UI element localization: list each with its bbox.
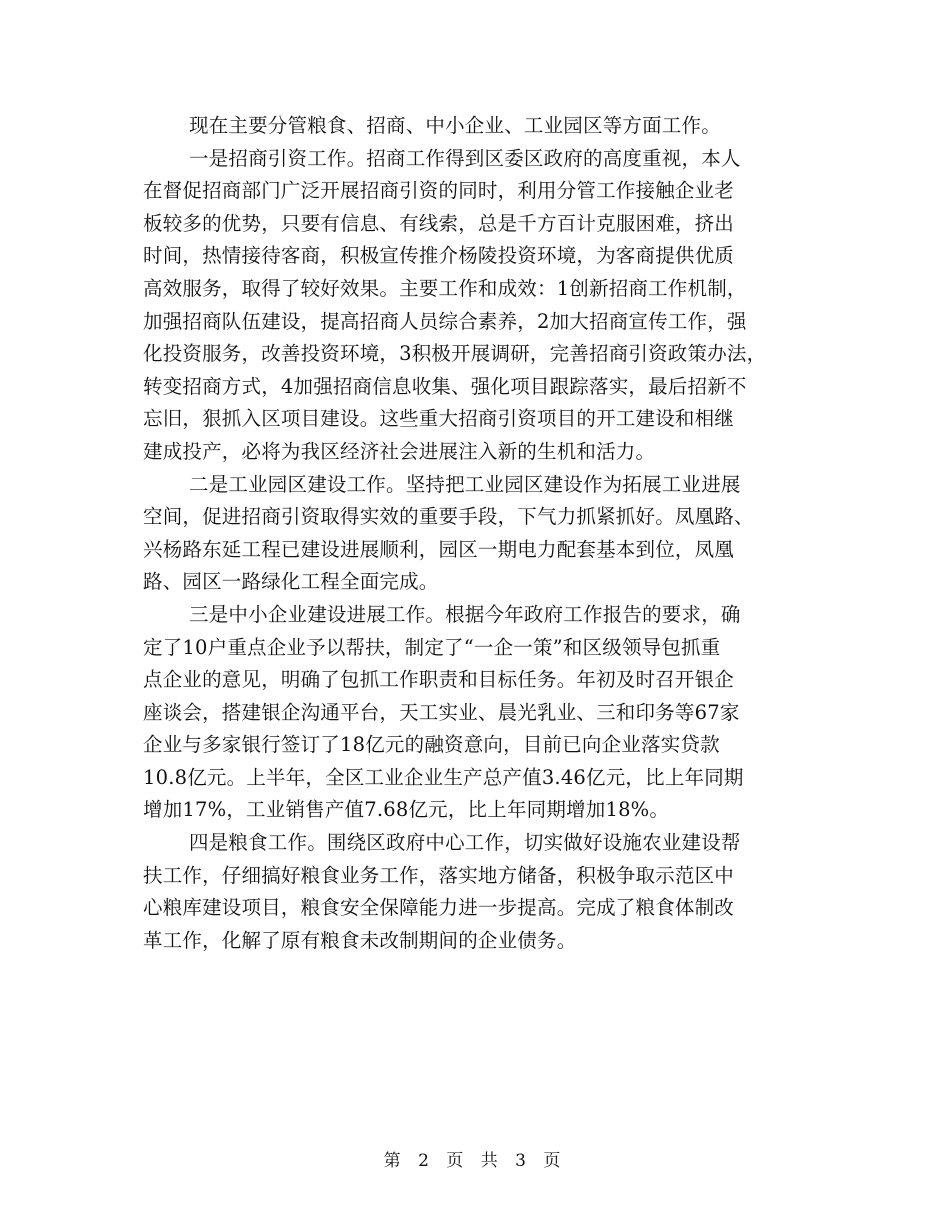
text-line: 忘旧，狠抓入区项目建设。这些重大招商引资项目的开工建设和相继 [143, 407, 735, 431]
text-line: 四是粮食工作。围绕区政府中心工作，切实做好设施农业建设帮 [189, 831, 741, 855]
text-line: 增加17%，工业销售产值7.68亿元，比上年同期增加18%。 [143, 798, 670, 822]
text-line: 心粮库建设项目，粮食安全保障能力进一步提高。完成了粮食体制改 [143, 896, 735, 920]
text-line: 建成投产，必将为我区经济社会进展注入新的生机和活力。 [143, 439, 656, 463]
text-line: 兴杨路东延工程已建设进展顺利，园区一期电力配套基本到位，凤凰 [143, 537, 735, 561]
text-line: 定了10户重点企业予以帮扶，制定了“一企一策”和区级领导包抓重 [143, 635, 721, 659]
text-line: 化投资服务，改善投资环境，3积极开展调研，完善招商引资政策办法， [143, 342, 767, 366]
text-line: 革工作，化解了原有粮食未改制期间的企业债务。 [143, 928, 577, 952]
text-line: 座谈会，搭建银企沟通平台，天工实业、晨光乳业、三和印务等67家 [143, 700, 740, 724]
text-line: 空间，促进招商引资取得实效的重要手段，下气力抓紧抓好。凤凰路、 [143, 505, 754, 529]
text-line: 加强招商队伍建设，提高招商人员综合素养，2加大招商宣传工作，强 [143, 309, 747, 333]
text-line: 一是招商引资工作。招商工作得到区委区政府的高度重视，本人 [189, 146, 741, 170]
document-body [143, 110, 833, 957]
text-line: 10.8亿元。上半年，全区工业企业生产总产值3.46亿元，比上年同期 [143, 765, 744, 789]
text-line: 三是中小企业建设进展工作。根据今年政府工作报告的要求，确 [189, 602, 741, 626]
text-line: 板较多的优势，只要有信息、有线索，总是千方百计克服困难，挤出 [143, 211, 735, 235]
text-line: 转变招商方式，4加强招商信息收集、强化项目跟踪落实，最后招新不 [143, 374, 747, 398]
text-line: 高效服务，取得了较好效果。主要工作和成效：1创新招商工作机制， [143, 276, 747, 300]
text-line: 路、园区一路绿化工程全面完成。 [143, 570, 439, 594]
page-footer: 第 2 页 共 3 页 [383, 1151, 567, 1171]
text-line: 企业与多家银行签订了18亿元的融资意向，目前已向企业落实贷款 [143, 733, 720, 757]
text-line: 二是工业园区建设工作。坚持把工业园区建设作为拓展工业进展 [189, 472, 741, 496]
text-line: 在督促招商部门广泛开展招商引资的同时，利用分管工作接触企业老 [143, 179, 735, 203]
text-line: 时间，热情接待客商，积极宣传推介杨陵投资环境，为客商提供优质 [143, 244, 735, 268]
text-line: 现在主要分管粮食、招商、中小企业、工业园区等方面工作。 [189, 114, 721, 137]
text-line: 点企业的意见，明确了包抓工作职责和目标任务。年初及时召开银企 [143, 668, 735, 692]
text-line: 扶工作，仔细搞好粮食业务工作，落实地方储备，积极争取示范区中 [143, 863, 735, 887]
